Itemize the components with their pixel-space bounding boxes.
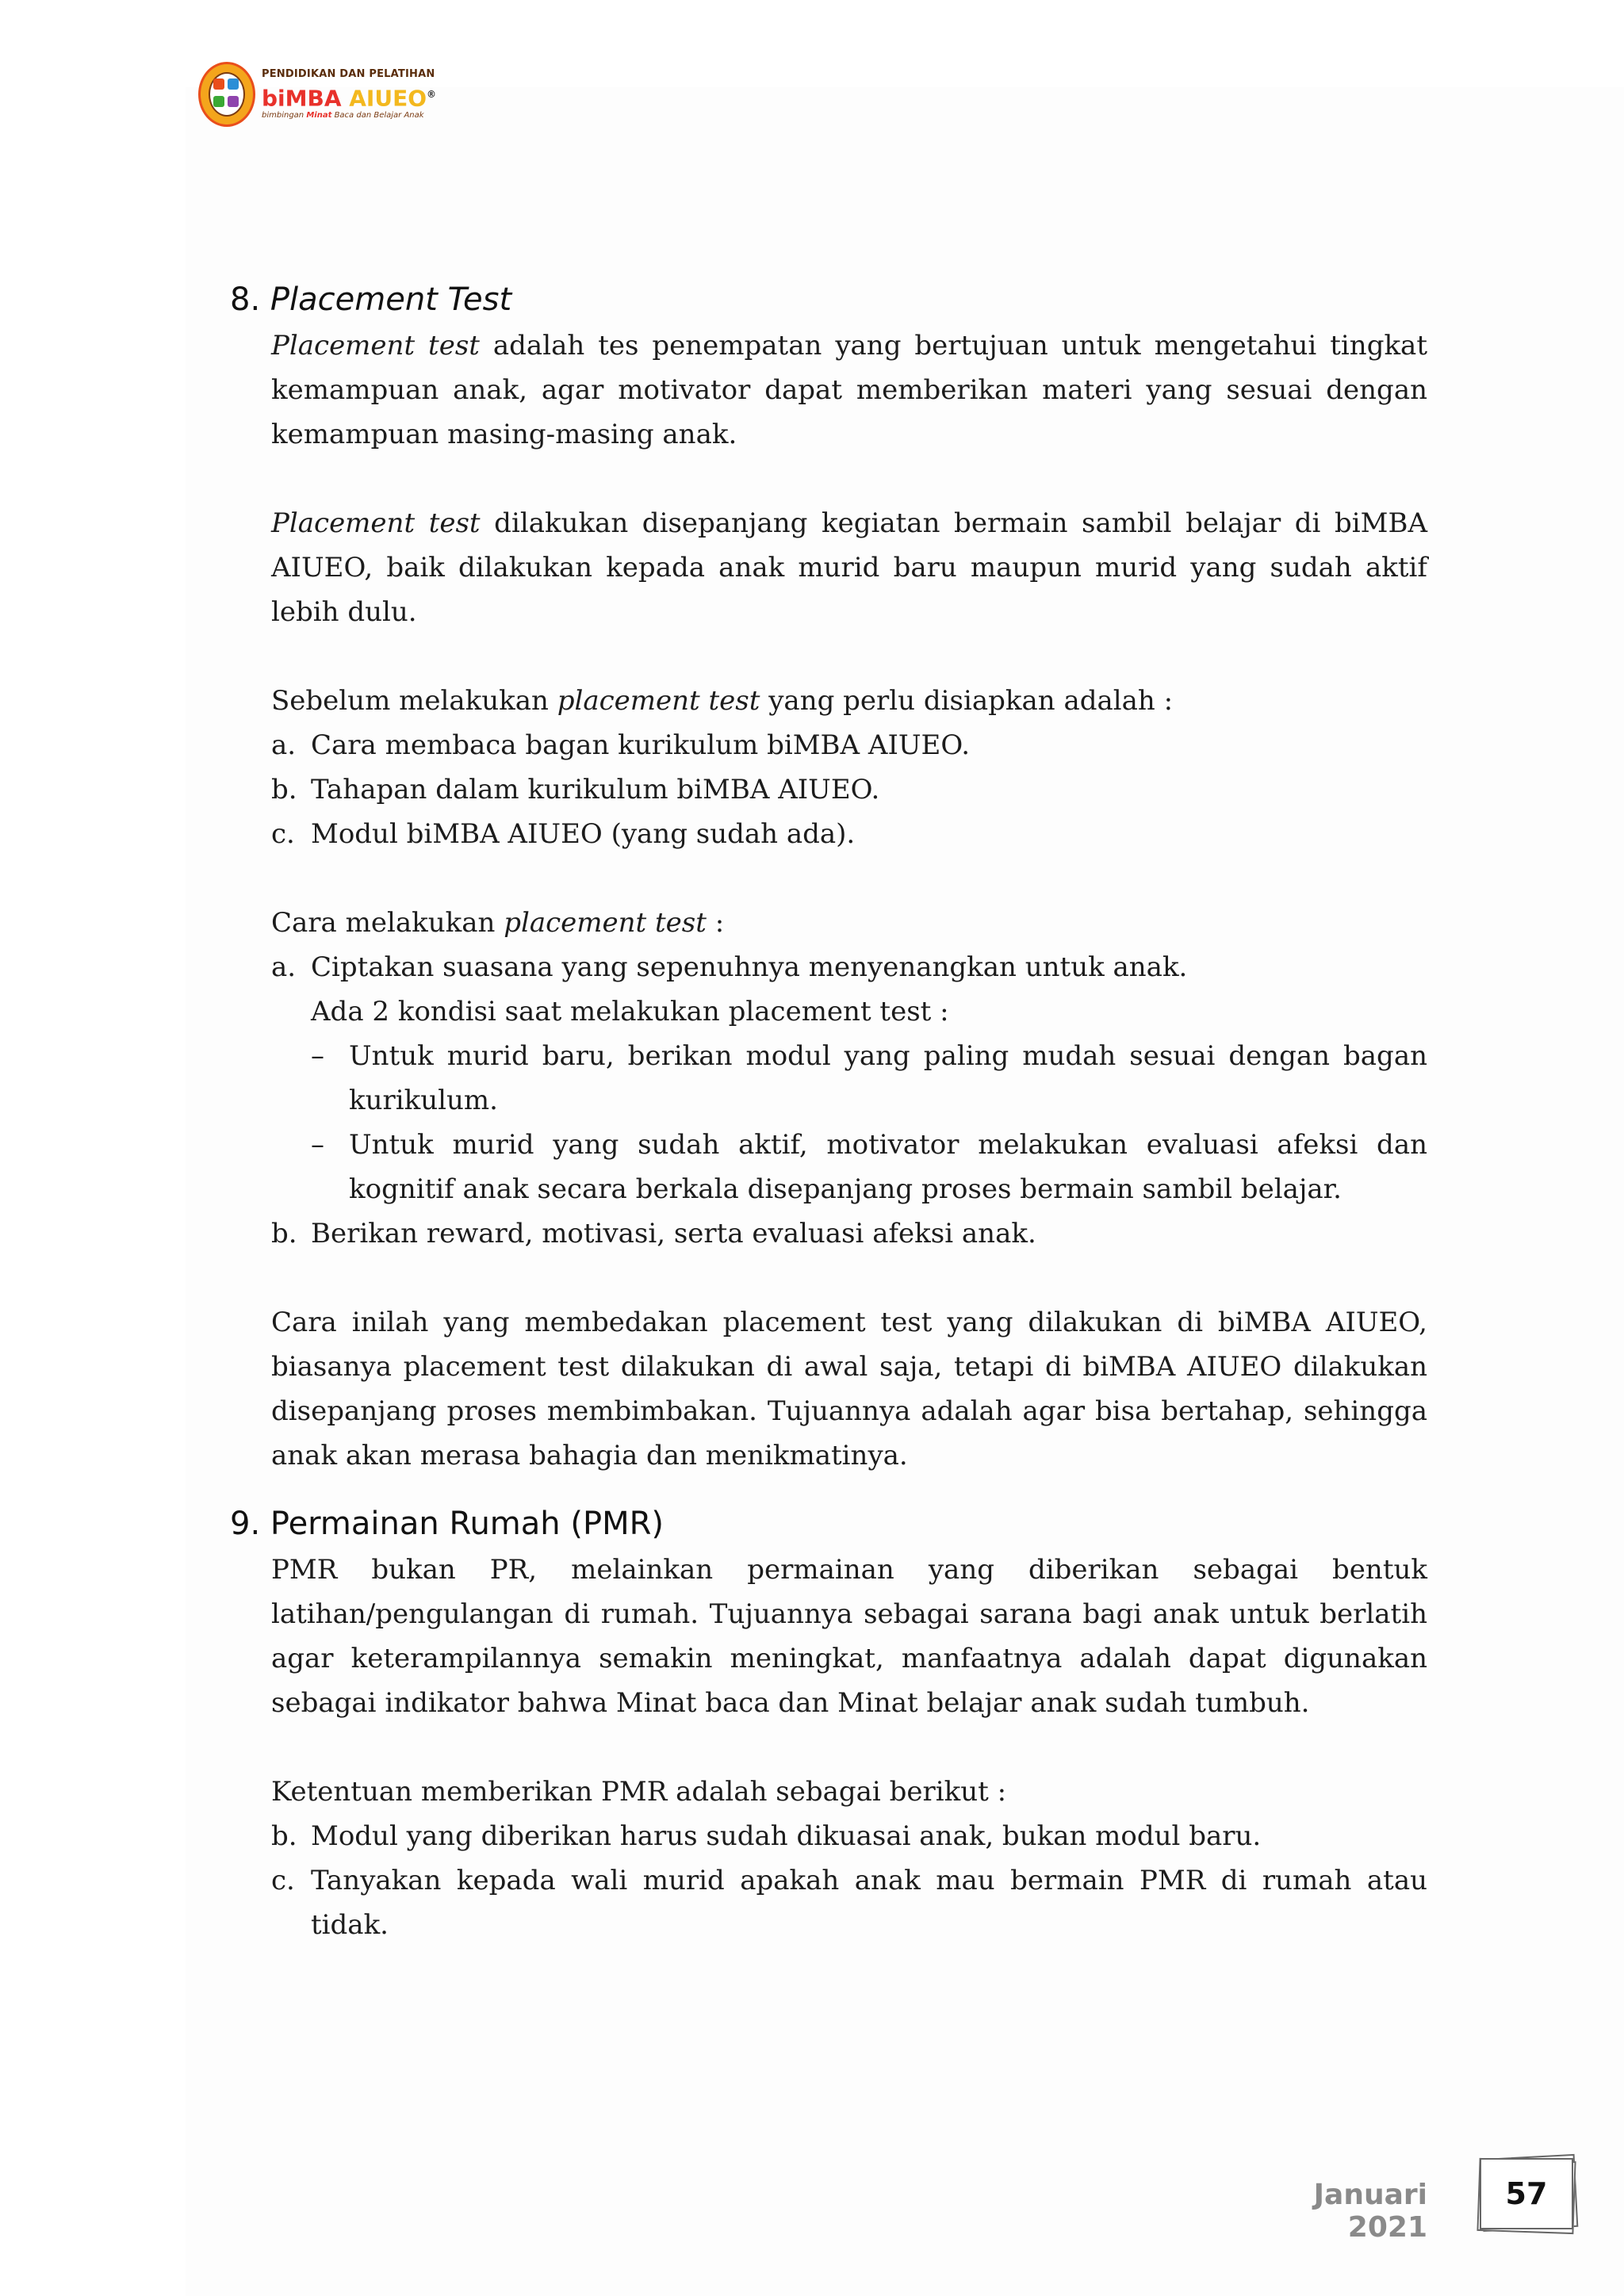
list-item-text: Tanyakan kepada wali murid apakah anak mau bermain PMR di rumah atau tidak.	[311, 1865, 1427, 1941]
list-item	[271, 1858, 1427, 1947]
list-item	[271, 767, 1427, 812]
list-item-text: Modul yang diberikan harus sudah dikuasai anak, bukan modul baru.	[311, 1820, 1262, 1852]
list-item	[271, 812, 1427, 856]
paragraph-text: adalah tes penempatan yang bertujuan untuk mengetahui tingkat kemampuan anak, agar motivator dapat memberikan materi yang sesuai dengan kemampuan masing-masing anak.	[271, 330, 1427, 450]
list-marker: a.	[271, 951, 297, 983]
document-body	[230, 276, 1427, 1947]
emphasis: placement test	[557, 685, 760, 717]
list-item-text: Modul biMBA AIUEO (yang sudah ada).	[311, 818, 856, 850]
section-8-heading	[230, 276, 1427, 323]
bimba-logo	[198, 60, 436, 132]
section-8-body	[271, 323, 1427, 1478]
list-item	[271, 1211, 1427, 1256]
preparation-list	[271, 723, 1427, 856]
section-title: Placement Test	[270, 281, 512, 318]
page-number-box	[1475, 2155, 1578, 2234]
logo-emblem-icon	[198, 62, 255, 127]
list-item-text: Untuk murid yang sudah aktif, motivator melakukan evaluasi afeksi dan kognitif anak secara berkala disepanjang proses bermain sambil belajar.	[349, 1129, 1427, 1205]
paragraph	[271, 501, 1427, 634]
section-number: 8.	[230, 281, 261, 318]
list-marker: b.	[271, 1218, 297, 1249]
paragraph	[271, 323, 1427, 457]
list-item-text: Untuk murid baru, berikan modul yang paling mudah sesuai dengan bagan kurikulum.	[349, 1040, 1427, 1116]
list-item-text: Cara membaca bagan kurikulum biMBA AIUEO.	[311, 729, 971, 761]
logo-org-line: PENDIDIKAN DAN PELATIHAN	[262, 68, 435, 80]
paragraph-text: Sebelum melakukan	[271, 685, 557, 717]
logo-brand-aiueo: AIUEO	[349, 85, 427, 112]
list-item	[311, 1034, 1427, 1123]
paragraph: Ketentuan memberikan PMR adalah sebagai berikut :	[271, 1776, 1007, 1808]
logo-brand	[262, 81, 436, 112]
dash-marker: –	[311, 1040, 324, 1072]
paragraph-text: :	[706, 907, 725, 939]
pmr-rules-list	[271, 1814, 1427, 1947]
list-item-text: Ciptakan suasana yang sepenuhnya menyenangkan untuk anak.	[311, 951, 1188, 983]
list-marker: c.	[271, 818, 295, 850]
list-marker: a.	[271, 729, 297, 761]
paragraph-text: dilakukan disepanjang kegiatan bermain sambil belajar di biMBA AIUEO, baik dilakukan kepada anak murid baru maupun murid yang sudah aktif lebih dulu.	[271, 507, 1428, 628]
list-item	[311, 1123, 1427, 1211]
list-item-text: Berikan reward, motivasi, serta evaluasi afeksi anak.	[311, 1218, 1036, 1249]
paragraph	[271, 901, 1427, 945]
list-item	[271, 723, 1427, 767]
logo-brand-bimba: biMBA	[262, 85, 342, 112]
section-9-heading: 9. Permainan Rumah (PMR)	[230, 1506, 664, 1542]
list-item-subtext: Ada 2 kondisi saat melakukan placement test :	[311, 996, 949, 1027]
paragraph-text: yang perlu disiapkan adalah :	[760, 685, 1174, 717]
list-item	[271, 945, 1427, 1211]
logo-tag-minat: Minat	[306, 111, 332, 120]
logo-tag-part: bimbingan	[262, 111, 304, 120]
emphasis: placement test	[504, 907, 707, 939]
dash-marker: –	[311, 1129, 324, 1161]
emphasis: Placement test	[271, 507, 481, 539]
logo-tag-part: Baca dan Belajar Anak	[334, 111, 424, 120]
paragraph: Cara inilah yang membedakan placement test yang dilakukan di biMBA AIUEO, biasanya placement test dilakukan di awal saja, tetapi di biMBA AIUEO dilakukan disepanjang proses membimbakan. Tujuannya adalah agar bisa bertahap, sehingga anak akan merasa bahagia dan menikmatinya.	[271, 1307, 1427, 1471]
paragraph-text: Cara melakukan	[271, 907, 504, 939]
condition-list	[311, 1034, 1427, 1211]
list-marker: c.	[271, 1865, 295, 1896]
list-marker: b.	[271, 1820, 297, 1852]
list-item-text: Tahapan dalam kurikulum biMBA AIUEO.	[311, 774, 880, 806]
logo-tagline	[262, 111, 424, 120]
page-number: 57	[1480, 2158, 1573, 2229]
footer-date: Januari 2021	[1313, 2179, 1427, 2244]
paragraph	[271, 679, 1427, 723]
logo-registered-mark: ®	[427, 89, 437, 100]
emphasis: Placement test	[271, 330, 480, 362]
list-marker: b.	[271, 774, 297, 806]
paragraph: PMR bukan PR, melainkan permainan yang diberikan sebagai bentuk latihan/pengulangan di rumah. Tujuannya sebagai sarana bagi anak untuk berlatih agar keterampilannya semakin meningkat, manfaatnya adalah dapat digunakan sebagai indikator bahwa Minat baca dan Minat belajar anak sudah tumbuh.	[271, 1554, 1427, 1719]
section-9-body	[271, 1548, 1427, 1947]
procedure-list	[271, 945, 1427, 1256]
list-item	[271, 1814, 1427, 1858]
